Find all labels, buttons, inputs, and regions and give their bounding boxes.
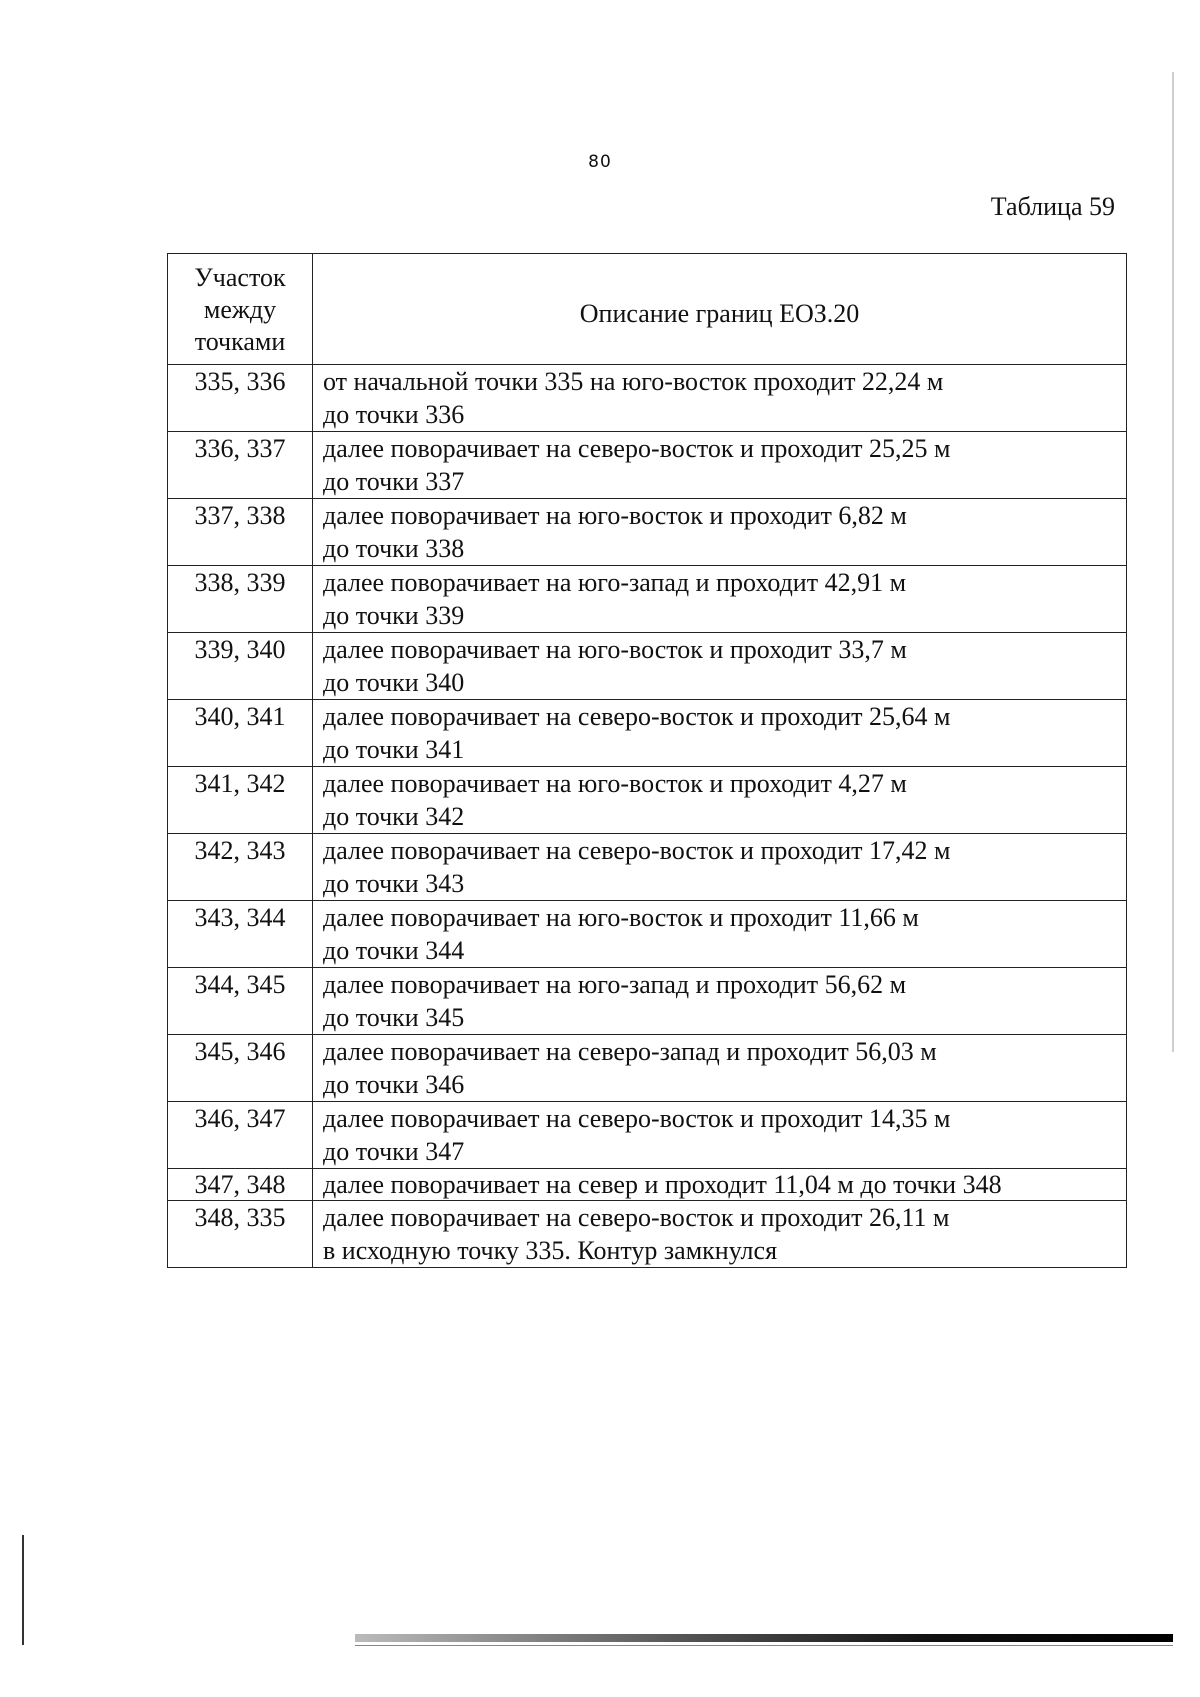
table-row: [168, 767, 1127, 834]
description-line: далее поворачивает на северо-восток и проходит 25,64 м: [323, 702, 951, 731]
table-row: [168, 499, 1127, 566]
description-line: до точки 343: [323, 869, 465, 898]
description-cell: [313, 834, 1127, 901]
segment-column-header: [168, 254, 313, 365]
description-line: до точки 344: [323, 936, 465, 965]
table-row: [168, 1169, 1127, 1201]
table-row: [168, 700, 1127, 767]
boundary-description-table: [167, 253, 1127, 1268]
description-line: до точки 338: [323, 534, 465, 563]
table-row: [168, 432, 1127, 499]
segment-cell: 341, 342: [168, 767, 313, 834]
table-header-row: [168, 254, 1127, 365]
segment-cell: 338, 339: [168, 566, 313, 633]
description-line: далее поворачивает на северо-восток и проходит 17,42 м: [323, 836, 951, 865]
page-number: 80: [588, 152, 612, 172]
description-line: до точки 341: [323, 735, 465, 764]
table-row: [168, 365, 1127, 432]
table-row: [168, 968, 1127, 1035]
description-cell: [313, 767, 1127, 834]
description-cell: [313, 1169, 1127, 1201]
segment-cell: 335, 336: [168, 365, 313, 432]
table-header: [168, 254, 1127, 365]
description-cell: [313, 633, 1127, 700]
segment-header-line: между: [203, 295, 277, 324]
segment-cell: 345, 346: [168, 1035, 313, 1102]
table-row: [168, 566, 1127, 633]
description-cell: [313, 566, 1127, 633]
scan-bottom-rule: [355, 1634, 1173, 1642]
description-line: далее поворачивает на юго-восток и проходит 33,7 м: [323, 635, 907, 664]
description-cell: [313, 432, 1127, 499]
description-line: далее поворачивает на северо-запад и проходит 56,03 м: [323, 1037, 937, 1066]
segment-cell: 346, 347: [168, 1102, 313, 1169]
segment-cell: 342, 343: [168, 834, 313, 901]
description-line: в исходную точку 335. Контур замкнулся: [323, 1236, 778, 1265]
description-line: далее поворачивает на северо-восток и проходит 26,11 м: [323, 1203, 950, 1232]
description-cell: [313, 1201, 1127, 1268]
description-line: до точки 336: [323, 400, 465, 429]
description-line: до точки 337: [323, 467, 465, 496]
description-line: далее поворачивает на юго-запад и проходит 42,91 м: [323, 568, 907, 597]
description-line: до точки 340: [323, 668, 465, 697]
description-line: до точки 347: [323, 1137, 465, 1166]
segment-cell: 339, 340: [168, 633, 313, 700]
description-line: далее поворачивает на северо-восток и проходит 14,35 м: [323, 1104, 951, 1133]
segment-cell: 347, 348: [168, 1169, 313, 1201]
segment-cell: 344, 345: [168, 968, 313, 1035]
description-line: далее поворачивает на юго-восток и проходит 6,82 м: [323, 501, 907, 530]
description-line: от начальной точки 335 на юго-восток проходит 22,24 м: [323, 367, 944, 396]
segment-cell: 337, 338: [168, 499, 313, 566]
description-line: далее поворачивает на северо-восток и проходит 25,25 м: [323, 434, 951, 463]
table-row: [168, 901, 1127, 968]
description-cell: [313, 1102, 1127, 1169]
segment-cell: 348, 335: [168, 1201, 313, 1268]
table-row: [168, 1035, 1127, 1102]
description-cell: [313, 499, 1127, 566]
description-line: далее поворачивает на юго-запад и проходит 56,62 м: [323, 970, 907, 999]
table-row: [168, 633, 1127, 700]
description-column-header: Описание границ ЕОЗ.20: [313, 254, 1127, 365]
table-body: [168, 365, 1127, 1268]
description-cell: [313, 1035, 1127, 1102]
table-row: [168, 1201, 1127, 1268]
description-line: далее поворачивает на север и проходит 11,04 м до точки 348: [323, 1170, 1002, 1199]
scan-edge-mark: [22, 1535, 24, 1645]
segment-cell: 336, 337: [168, 432, 313, 499]
description-cell: [313, 700, 1127, 767]
description-line: далее поворачивает на юго-восток и проходит 4,27 м: [323, 769, 907, 798]
description-line: до точки 346: [323, 1070, 465, 1099]
table-caption: Таблица 59: [990, 192, 1115, 221]
scan-edge-mark: [1172, 72, 1174, 1052]
description-line: далее поворачивает на юго-восток и проходит 11,66 м: [323, 903, 919, 932]
description-line: до точки 342: [323, 802, 465, 831]
table-row: [168, 834, 1127, 901]
description-cell: [313, 365, 1127, 432]
table-row: [168, 1102, 1127, 1169]
segment-cell: 343, 344: [168, 901, 313, 968]
segment-cell: 340, 341: [168, 700, 313, 767]
scan-bottom-rule: [355, 1645, 1173, 1646]
description-cell: [313, 968, 1127, 1035]
description-line: до точки 339: [323, 601, 465, 630]
segment-header-line: точками: [194, 327, 286, 356]
description-line: до точки 345: [323, 1003, 465, 1032]
description-cell: [313, 901, 1127, 968]
segment-header-line: Участок: [194, 263, 286, 292]
